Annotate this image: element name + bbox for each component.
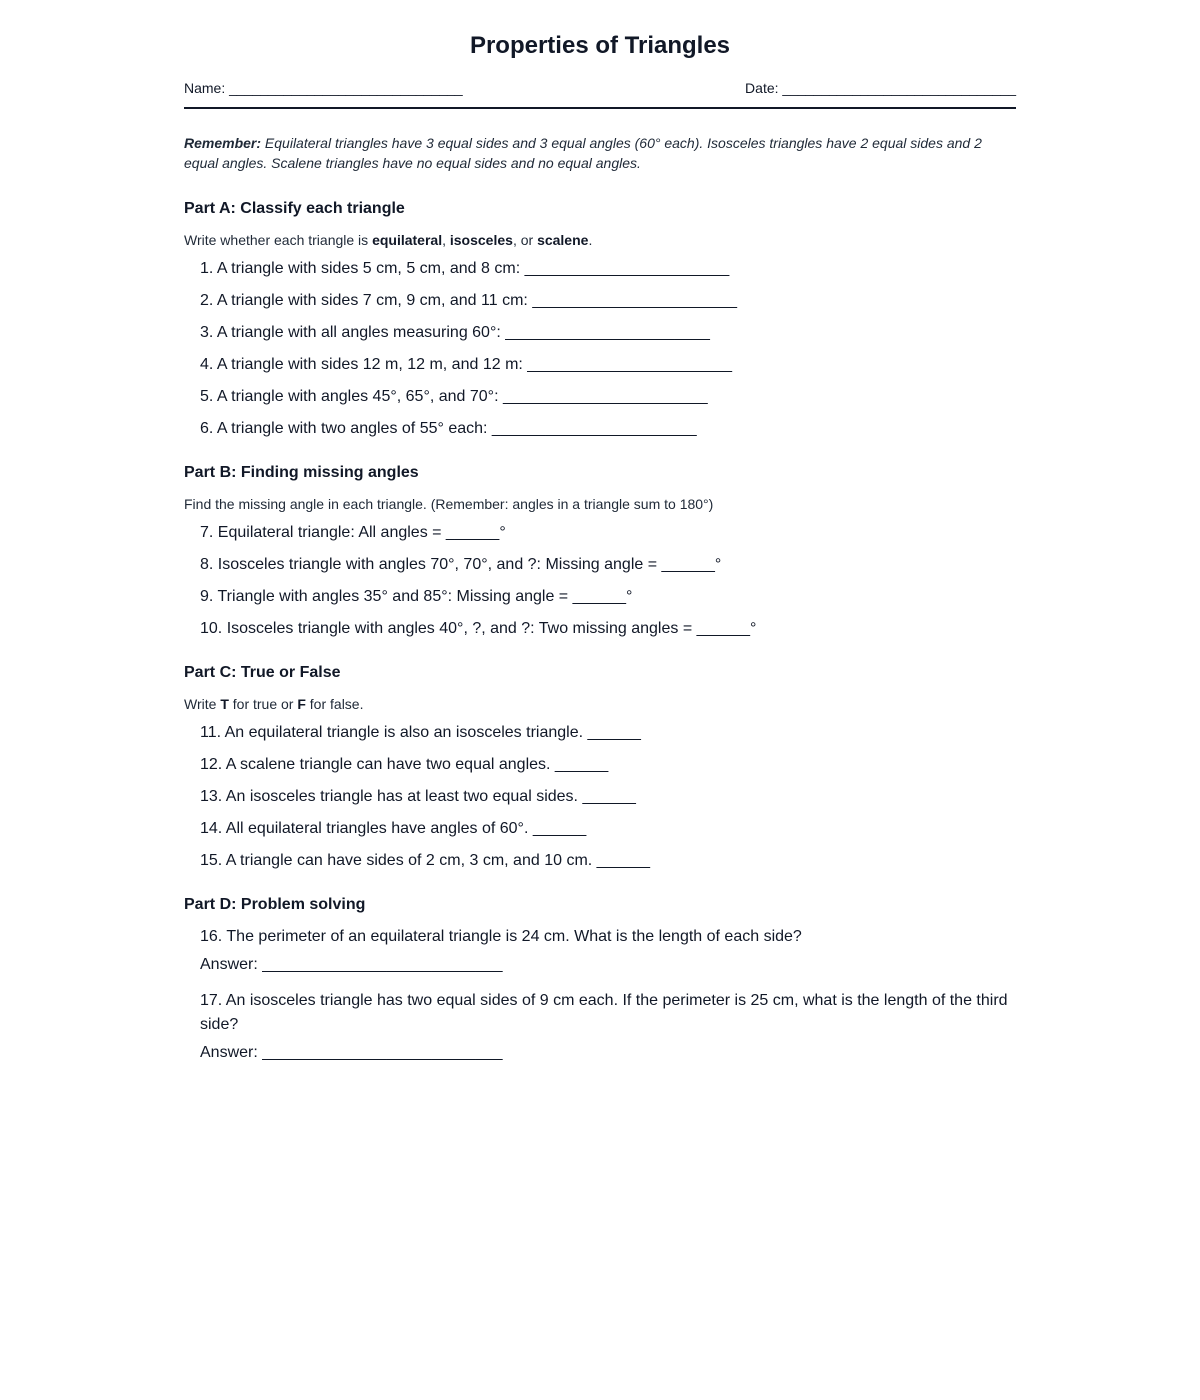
part-b-title: Part B: Finding missing angles	[184, 464, 419, 481]
question-1-text: 1. A triangle with sides 5 cm, 5 cm, and 8 cm:	[200, 260, 521, 277]
part-c-instr-mid: for true or	[228, 696, 298, 712]
part-d-title: Part D: Problem solving	[184, 896, 366, 913]
question-9[interactable]: 9. Triangle with angles 35° and 85°: Missing angle = ______°	[200, 588, 633, 605]
remember-label: Remember:	[184, 135, 262, 151]
date-label: Date:	[745, 80, 779, 96]
part-a-word-scalene: scalene	[537, 232, 589, 248]
answer-line-17[interactable]	[200, 1044, 503, 1062]
part-b-instructions: Find the missing angle in each triangle. (Remember: angles in a triangle sum to 180°)	[184, 496, 714, 512]
part-a-title: Part A: Classify each triangle	[184, 200, 405, 217]
header-divider	[184, 107, 1016, 109]
part-c-instructions	[184, 696, 364, 712]
part-c-instr-pre: Write	[184, 696, 221, 712]
question-6	[200, 420, 697, 438]
part-a-instr-post: .	[588, 232, 593, 248]
answer-blank-2[interactable]: _______________________	[532, 292, 737, 309]
answer-blank-4[interactable]: _______________________	[527, 356, 732, 373]
part-a-word-equilateral: equilateral	[372, 232, 443, 248]
part-c-instr-post: for false.	[305, 696, 364, 712]
question-1	[200, 260, 729, 278]
page-title: Properties of Triangles	[469, 32, 731, 59]
header-row	[184, 80, 1016, 100]
part-a-sep2: , or	[512, 232, 538, 248]
question-7[interactable]: 7. Equilateral triangle: All angles = ______°	[200, 524, 506, 541]
remember-note	[184, 133, 1016, 173]
question-17: 17. An isosceles triangle has two equal sides of 9 cm each. If the perimeter is 25 cm, what is the length of the third side?	[200, 992, 1008, 1033]
name-label: Name:	[184, 80, 226, 96]
question-6-text: 6. A triangle with two angles of 55° each:	[200, 420, 488, 437]
answer-blank-16[interactable]: ___________________________	[262, 956, 503, 973]
answer-blank-5[interactable]: _______________________	[502, 388, 708, 405]
question-14[interactable]: 14. All equilateral triangles have angles of 60°. ______	[200, 820, 587, 837]
name-field[interactable]	[184, 80, 463, 96]
answer-blank-1[interactable]: _______________________	[524, 260, 730, 277]
part-c-false-letter: F	[297, 696, 306, 712]
name-blank: ______________________________	[229, 80, 463, 96]
question-2	[200, 292, 737, 310]
answer-blank-17[interactable]: ___________________________	[262, 1044, 503, 1061]
question-5-text: 5. A triangle with angles 45°, 65°, and 70°:	[200, 388, 499, 405]
part-a-instructions	[184, 232, 592, 248]
part-a-word-isosceles: isosceles	[449, 232, 513, 248]
question-16: 16. The perimeter of an equilateral triangle is 24 cm. What is the length of each side?	[200, 928, 802, 945]
part-a-sep1: ,	[442, 232, 450, 248]
answer-blank-3[interactable]: _______________________	[505, 324, 710, 341]
question-12[interactable]: 12. A scalene triangle can have two equal angles. ______	[200, 756, 609, 773]
question-3-text: 3. A triangle with all angles measuring 60°:	[200, 324, 501, 341]
answer-label-17: Answer:	[200, 1044, 258, 1061]
answer-blank-6[interactable]: _______________________	[491, 420, 697, 437]
remember-text: Equilateral triangles have 3 equal sides and 3 equal angles (60° each). Isosceles triangles have 2 equal sides and 2 equal angles. Scalene triangles have no equal sides and no equal angles.	[184, 135, 982, 171]
question-10[interactable]: 10. Isosceles triangle with angles 40°, ?, and ?: Two missing angles = ______°	[200, 620, 757, 637]
date-field[interactable]	[745, 80, 1016, 96]
question-11[interactable]: 11. An equilateral triangle is also an isosceles triangle. ______	[200, 724, 641, 741]
answer-label-16: Answer:	[200, 956, 258, 973]
question-8[interactable]: 8. Isosceles triangle with angles 70°, 70°, and ?: Missing angle = ______°	[200, 556, 722, 573]
answer-line-16[interactable]	[200, 956, 503, 974]
date-blank: ______________________________	[782, 80, 1016, 96]
question-4-text: 4. A triangle with sides 12 m, 12 m, and 12 m:	[200, 356, 523, 373]
question-13[interactable]: 13. An isosceles triangle has at least two equal sides. ______	[200, 788, 636, 805]
question-4	[200, 356, 732, 374]
part-a-instr-pre: Write whether each triangle is	[184, 232, 373, 248]
part-c-title: Part C: True or False	[184, 664, 341, 681]
question-2-text: 2. A triangle with sides 7 cm, 9 cm, and 11 cm:	[200, 292, 528, 309]
question-3	[200, 324, 710, 342]
question-5	[200, 388, 708, 406]
part-c-true-letter: T	[220, 696, 229, 712]
question-15[interactable]: 15. A triangle can have sides of 2 cm, 3 cm, and 10 cm. ______	[200, 852, 651, 869]
